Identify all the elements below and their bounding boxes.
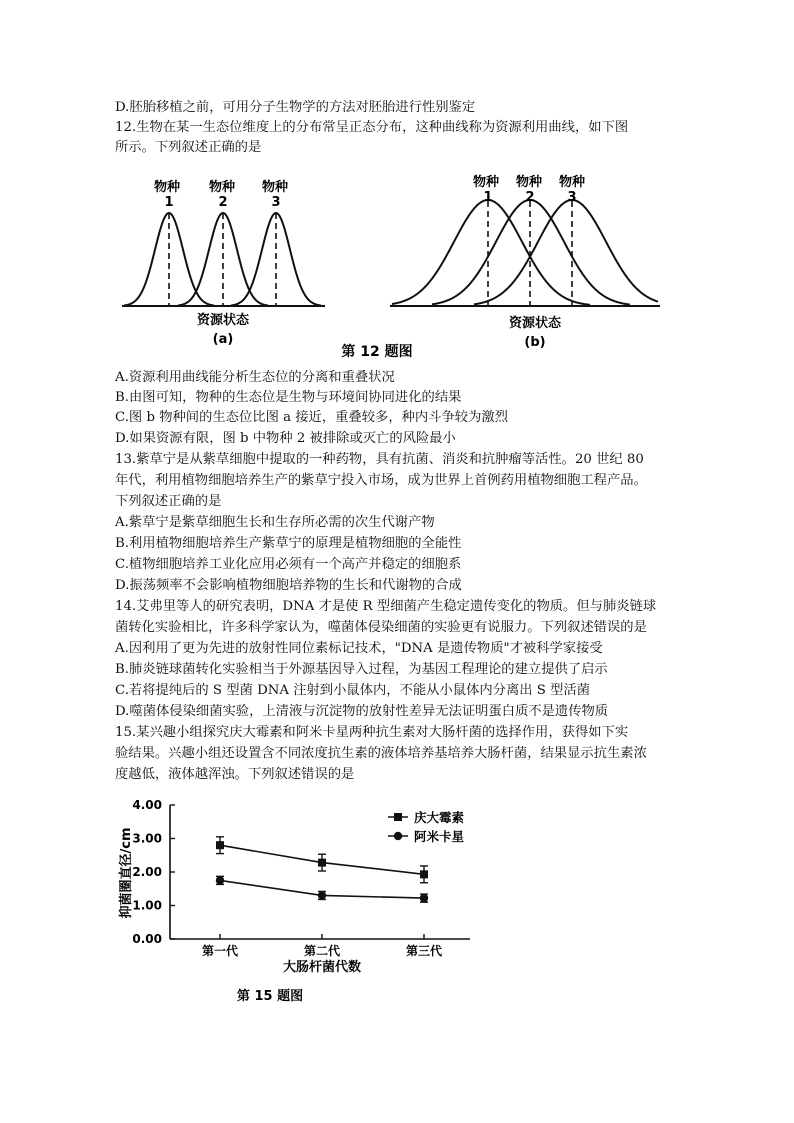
data-point-circle [420, 894, 428, 902]
q15-stem-3: 度越低，液体越浑浊。下列叙述错误的是 [115, 767, 355, 782]
data-point-square [216, 841, 224, 849]
legend-marker-circle [394, 832, 402, 840]
q13-option-d: D.振荡频率不会影响植物细胞培养物的生长和代谢物的合成 [115, 578, 462, 593]
q12-stem-2: 所示。下列叙述正确的是 [115, 140, 262, 155]
fig12-caption: 第 12 题图 [341, 344, 413, 360]
fig12a-species3-name: 物种 [261, 180, 289, 195]
q14-stem-1: 14.艾弗里等人的研究表明，DNA 才是使 R 型细菌产生稳定遗传变化的物质。但与肺炎链球 [115, 599, 657, 614]
data-point-square [420, 870, 428, 878]
fig12b-xlabel: 资源状态 [508, 316, 562, 331]
q14-option-b: B.肺炎链球菌转化实验相当于外源基因导入过程，为基因工程理论的建立提供了启示 [115, 662, 608, 677]
q13-option-c: C.植物细胞培养工业化应用必须有一个高产并稳定的细胞系 [115, 557, 462, 572]
q12-option-a: A.资源利用曲线能分析生态位的分离和重叠状况 [115, 370, 395, 385]
fig12b-species1-name: 物种 [472, 175, 500, 190]
q12-option-b: B.由图可知，物种的生态位是生物与环境间协同进化的结果 [115, 390, 462, 405]
fig12b-species2-name: 物种 [515, 175, 543, 190]
q11-option-d: D.胚胎移植之前，可用分子生物学的方法对胚胎进行性别鉴定 [115, 100, 476, 115]
q13-option-b: B.利用植物细胞培养生产紫草宁的原理是植物细胞的全能性 [115, 536, 462, 551]
q14-option-d: D.噬菌体侵染细菌实验，上清液与沉淀物的放射性差异无法证明蛋白质不是遗传物质 [115, 704, 609, 719]
q13-stem-1: 13.紫草宁是从紫草细胞中提取的一种药物，具有抗菌、消炎和抗肿瘤等活性。20 世纪 80 [115, 452, 644, 467]
fig12a-xlabel: 资源状态 [196, 313, 250, 328]
q12-option-c: C.图 b 物种间的生态位比图 a 接近，重叠较多，种内斗争较为激烈 [115, 410, 508, 425]
q13-option-a: A.紫草宁是紫草细胞生长和生存所必需的次生代谢产物 [115, 515, 435, 530]
q13-stem-3: 下列叙述正确的是 [115, 494, 222, 509]
x-tick-label: 第二代 [303, 944, 341, 958]
figure-12b [390, 174, 660, 350]
figure-12 [0, 165, 794, 365]
fig12a-label: (a) [212, 332, 234, 347]
fig12b-species3-num: 3 [567, 190, 577, 205]
data-point-square [318, 859, 326, 867]
fig12a-species1-num: 1 [164, 195, 174, 210]
q12-option-d: D.如果资源有限，图 b 中物种 2 被排除或灭亡的风险最小 [115, 431, 456, 446]
q15-stem-2: 验结果。兴趣小组还设置含不同浓度抗生素的液体培养基培养大肠杆菌，结果显示抗生素浓 [115, 746, 647, 761]
data-point-circle [216, 876, 224, 884]
x-tick-label: 第一代 [201, 944, 239, 958]
data-point-circle [318, 891, 326, 899]
legend-label: 阿米卡星 [414, 829, 465, 844]
resource-curve [474, 200, 658, 304]
legend-marker-square [394, 813, 402, 821]
chart15-title: 第 15 题图 [236, 989, 304, 1004]
resource-curve [432, 200, 630, 305]
q13-stem-2: 年代，利用植物细胞培养生产的紫草宁投入市场，成为世界上首例药用植物细胞工程产品。 [115, 473, 647, 488]
chart15-ylabel: 抑菌圈直径/cm [119, 827, 134, 919]
x-tick-label: 第三代 [405, 944, 443, 958]
fig12a-species2-name: 物种 [208, 180, 236, 195]
q14-option-c: C.若将提纯后的 S 型菌 DNA 注射到小鼠体内，不能从小鼠体内分离出 S 型活菌 [115, 683, 591, 698]
y-tick-label: 1.00 [132, 898, 162, 913]
q14-stem-2: 菌转化实验相比，许多科学家认为，噬菌体侵染细菌的实验更有说服力。下列叙述错误的是 [115, 620, 647, 635]
y-tick-label: 2.00 [132, 865, 162, 879]
fig12b-species1-num: 1 [483, 190, 493, 205]
figure-12a [122, 179, 325, 347]
figure-15-chart [0, 795, 794, 1015]
fig12b-label: (b) [524, 335, 546, 350]
y-tick-label: 4.00 [132, 798, 162, 812]
q12-stem-1: 12.生物在某一生态位维度上的分布常呈正态分布，这种曲线称为资源利用曲线，如下图 [115, 120, 629, 135]
q14-option-a: A.因利用了更为先进的放射性同位素标记技术，"DNA 是遗传物质"才被科学家接受 [115, 641, 603, 656]
fig12a-species1-name: 物种 [153, 180, 181, 195]
legend-label: 庆大霉素 [414, 810, 465, 825]
y-tick-label: 0.00 [132, 932, 162, 946]
fig12b-species3-name: 物种 [558, 175, 586, 190]
fig12b-species2-num: 2 [525, 190, 535, 205]
chart15-xlabel: 大肠杆菌代数 [282, 960, 362, 975]
q15-stem-1: 15.某兴趣小组探究庆大霉素和阿米卡星两种抗生素对大肠杆菌的选择作用，获得如下实 [115, 725, 629, 740]
fig12a-species2-num: 2 [218, 195, 228, 210]
y-tick-label: 3.00 [132, 831, 162, 846]
fig12a-species3-num: 3 [271, 195, 281, 210]
